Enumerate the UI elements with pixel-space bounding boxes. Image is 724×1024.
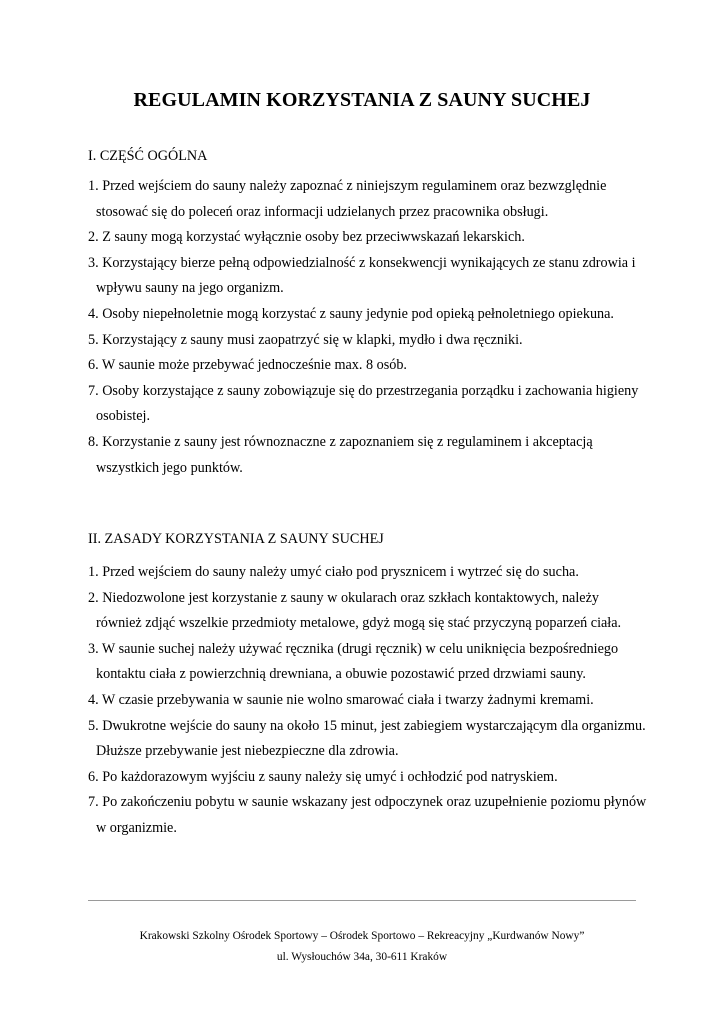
section-heading-general: I. CZĘŚĆ OGÓLNA <box>88 148 208 164</box>
section-general-list <box>88 174 648 481</box>
list-item: 3. Korzystający bierze pełną odpowiedzialność z konsekwencji wynikających ze stanu zdrowia i wpływu sauny na jego organizm. <box>88 254 636 297</box>
list-item: 4. W czasie przebywania w saunie nie wolno smarować ciała i twarzy żadnymi kremami. <box>88 691 594 708</box>
list-item: 4. Osoby niepełnoletnie mogą korzystać z sauny jedynie pod opieką pełnoletniego opiekuna. <box>88 305 614 322</box>
list-item: 1. Przed wejściem do sauny należy umyć ciało pod prysznicem i wytrzeć się do sucha. <box>88 564 579 580</box>
list-item: 1. Przed wejściem do sauny należy zapoznać z niniejszym regulaminem oraz bezwzględnie stosować się do poleceń oraz informacji udzielanych przez pracownika obsługi. <box>88 178 607 220</box>
list-item: 8. Korzystanie z sauny jest równoznaczne z zapoznaniem się z regulaminem i akceptacją wszystkich jego punktów. <box>88 433 593 476</box>
footer-organization: Krakowski Szkolny Ośrodek Sportowy – Ośrodek Sportowo – Rekreacyjny „Kurdwanów Nowy” <box>139 930 585 942</box>
list-item: 2. Z sauny mogą korzystać wyłącznie osoby bez przeciwwskazań lekarskich. <box>88 229 525 246</box>
list-item: 6. W saunie może przebywać jednocześnie max. 8 osób. <box>88 357 407 374</box>
list-item: 6. Po każdorazowym wyjściu z sauny należy się umyć i ochłodzić pod natryskiem. <box>88 768 558 785</box>
list-item: 2. Niedozwolone jest korzystanie z sauny w okularach oraz szkłach kontaktowych, należy również zdjąć wszelkie przedmioty metalowe, gdyż mogą się stać przyczyną poparzeń ciała. <box>88 589 622 632</box>
list-item: 5. Korzystający z sauny musi zaopatrzyć się w klapki, mydło i dwa ręczniki. <box>88 331 523 348</box>
footer-address: ul. Wysłouchów 34a, 30-611 Kraków <box>276 951 448 963</box>
list-item: 7. Osoby korzystające z sauny zobowiązuje się do przestrzegania porządku i zachowania higieny osobistej. <box>88 382 639 425</box>
section-heading-rules: II. ZASADY KORZYSTANIA Z SAUNY SUCHEJ <box>88 531 384 547</box>
list-item: 5. Dwukrotne wejście do sauny na około 15 minut, jest zabiegiem wystarczającym dla organizmu. Dłuższe przebywanie jest niebezpieczne dla zdrowia. <box>88 717 646 760</box>
list-item: 7. Po zakończeniu pobytu w saunie wskazany jest odpoczynek oraz uzupełnienie poziomu płynów w organizmie. <box>88 794 647 836</box>
section-rules-list <box>88 560 648 842</box>
footer-divider <box>88 900 636 901</box>
document-title: REGULAMIN KORZYSTANIA Z SAUNY SUCHEJ <box>133 89 591 111</box>
list-item: 3. W saunie suchej należy używać ręcznika (drugi ręcznik) w celu uniknięcia bezpośredniego kontaktu ciała z powierzchnią drewniana, a obuwie pozostawić przed drzwiami sauny. <box>88 640 619 683</box>
